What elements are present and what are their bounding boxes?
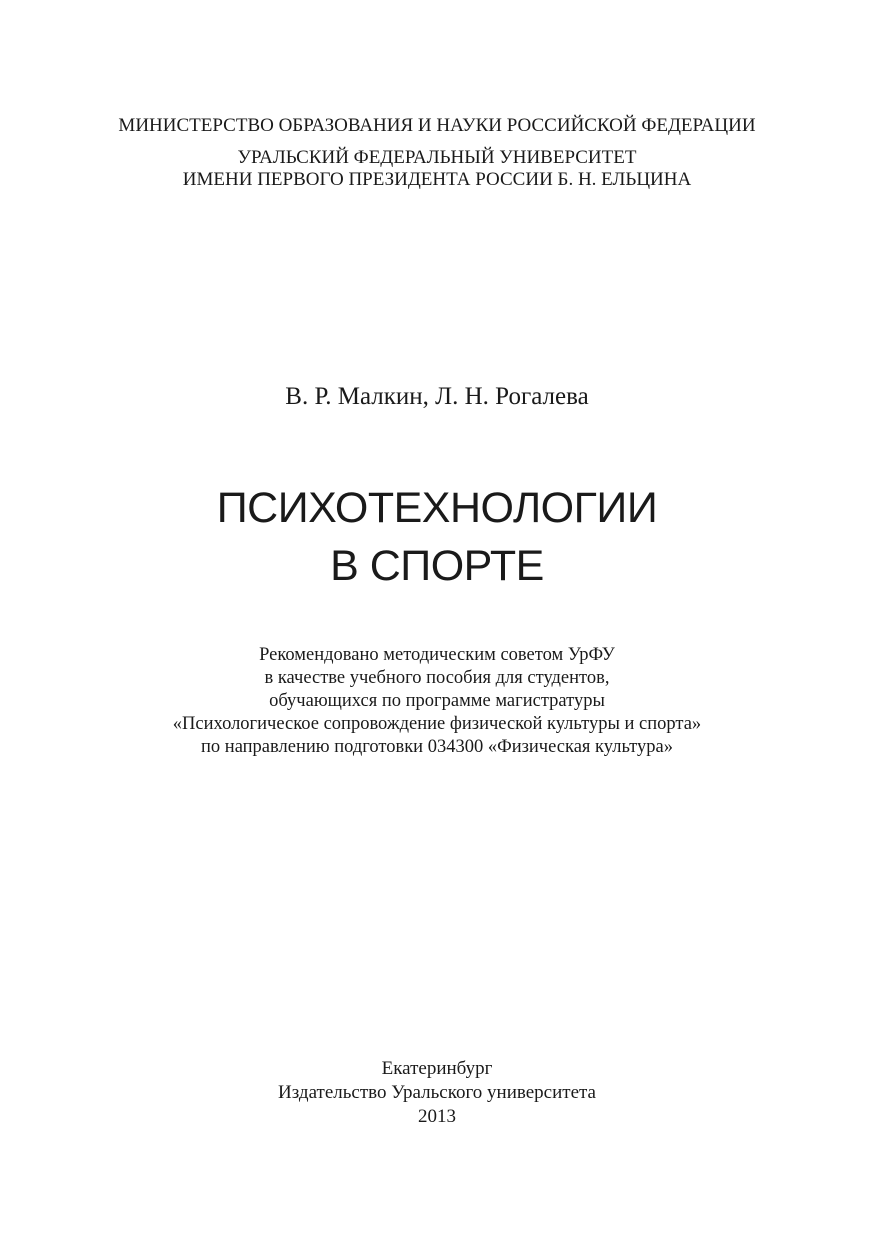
imprint-city: Екатеринбург [381, 1058, 493, 1079]
authors: В. Р. Малкин, Л. Н. Рогалева [285, 383, 589, 410]
recommendation-line: обучающихся по программе магистратуры [269, 691, 605, 711]
imprint-year: 2013 [418, 1106, 456, 1127]
imprint-publisher: Издательство Уральского университета [278, 1082, 596, 1103]
ministry-line: МИНИСТЕРСТВО ОБРАЗОВАНИЯ И НАУКИ РОССИЙСКОЙ ФЕДЕРАЦИИ [118, 115, 756, 136]
recommendation-line: «Психологическое сопровождение физической культуры и спорта» [172, 714, 702, 734]
recommendation-line: Рекомендовано методическим советом УрФУ [259, 645, 615, 665]
recommendation-line: в качестве учебного пособия для студентов, [264, 668, 610, 688]
title-line-1: ПСИХОТЕХНОЛОГИИ [216, 484, 658, 532]
university-line: УРАЛЬСКИЙ ФЕДЕРАЛЬНЫЙ УНИВЕРСИТЕТ [237, 147, 637, 168]
title-line-2: В СПОРТЕ [330, 542, 544, 590]
university-name-line: ИМЕНИ ПЕРВОГО ПРЕЗИДЕНТА РОССИИ Б. Н. ЕЛЬЦИНА [182, 169, 692, 190]
recommendation-line: по направлению подготовки 034300 «Физическая культура» [201, 737, 673, 757]
